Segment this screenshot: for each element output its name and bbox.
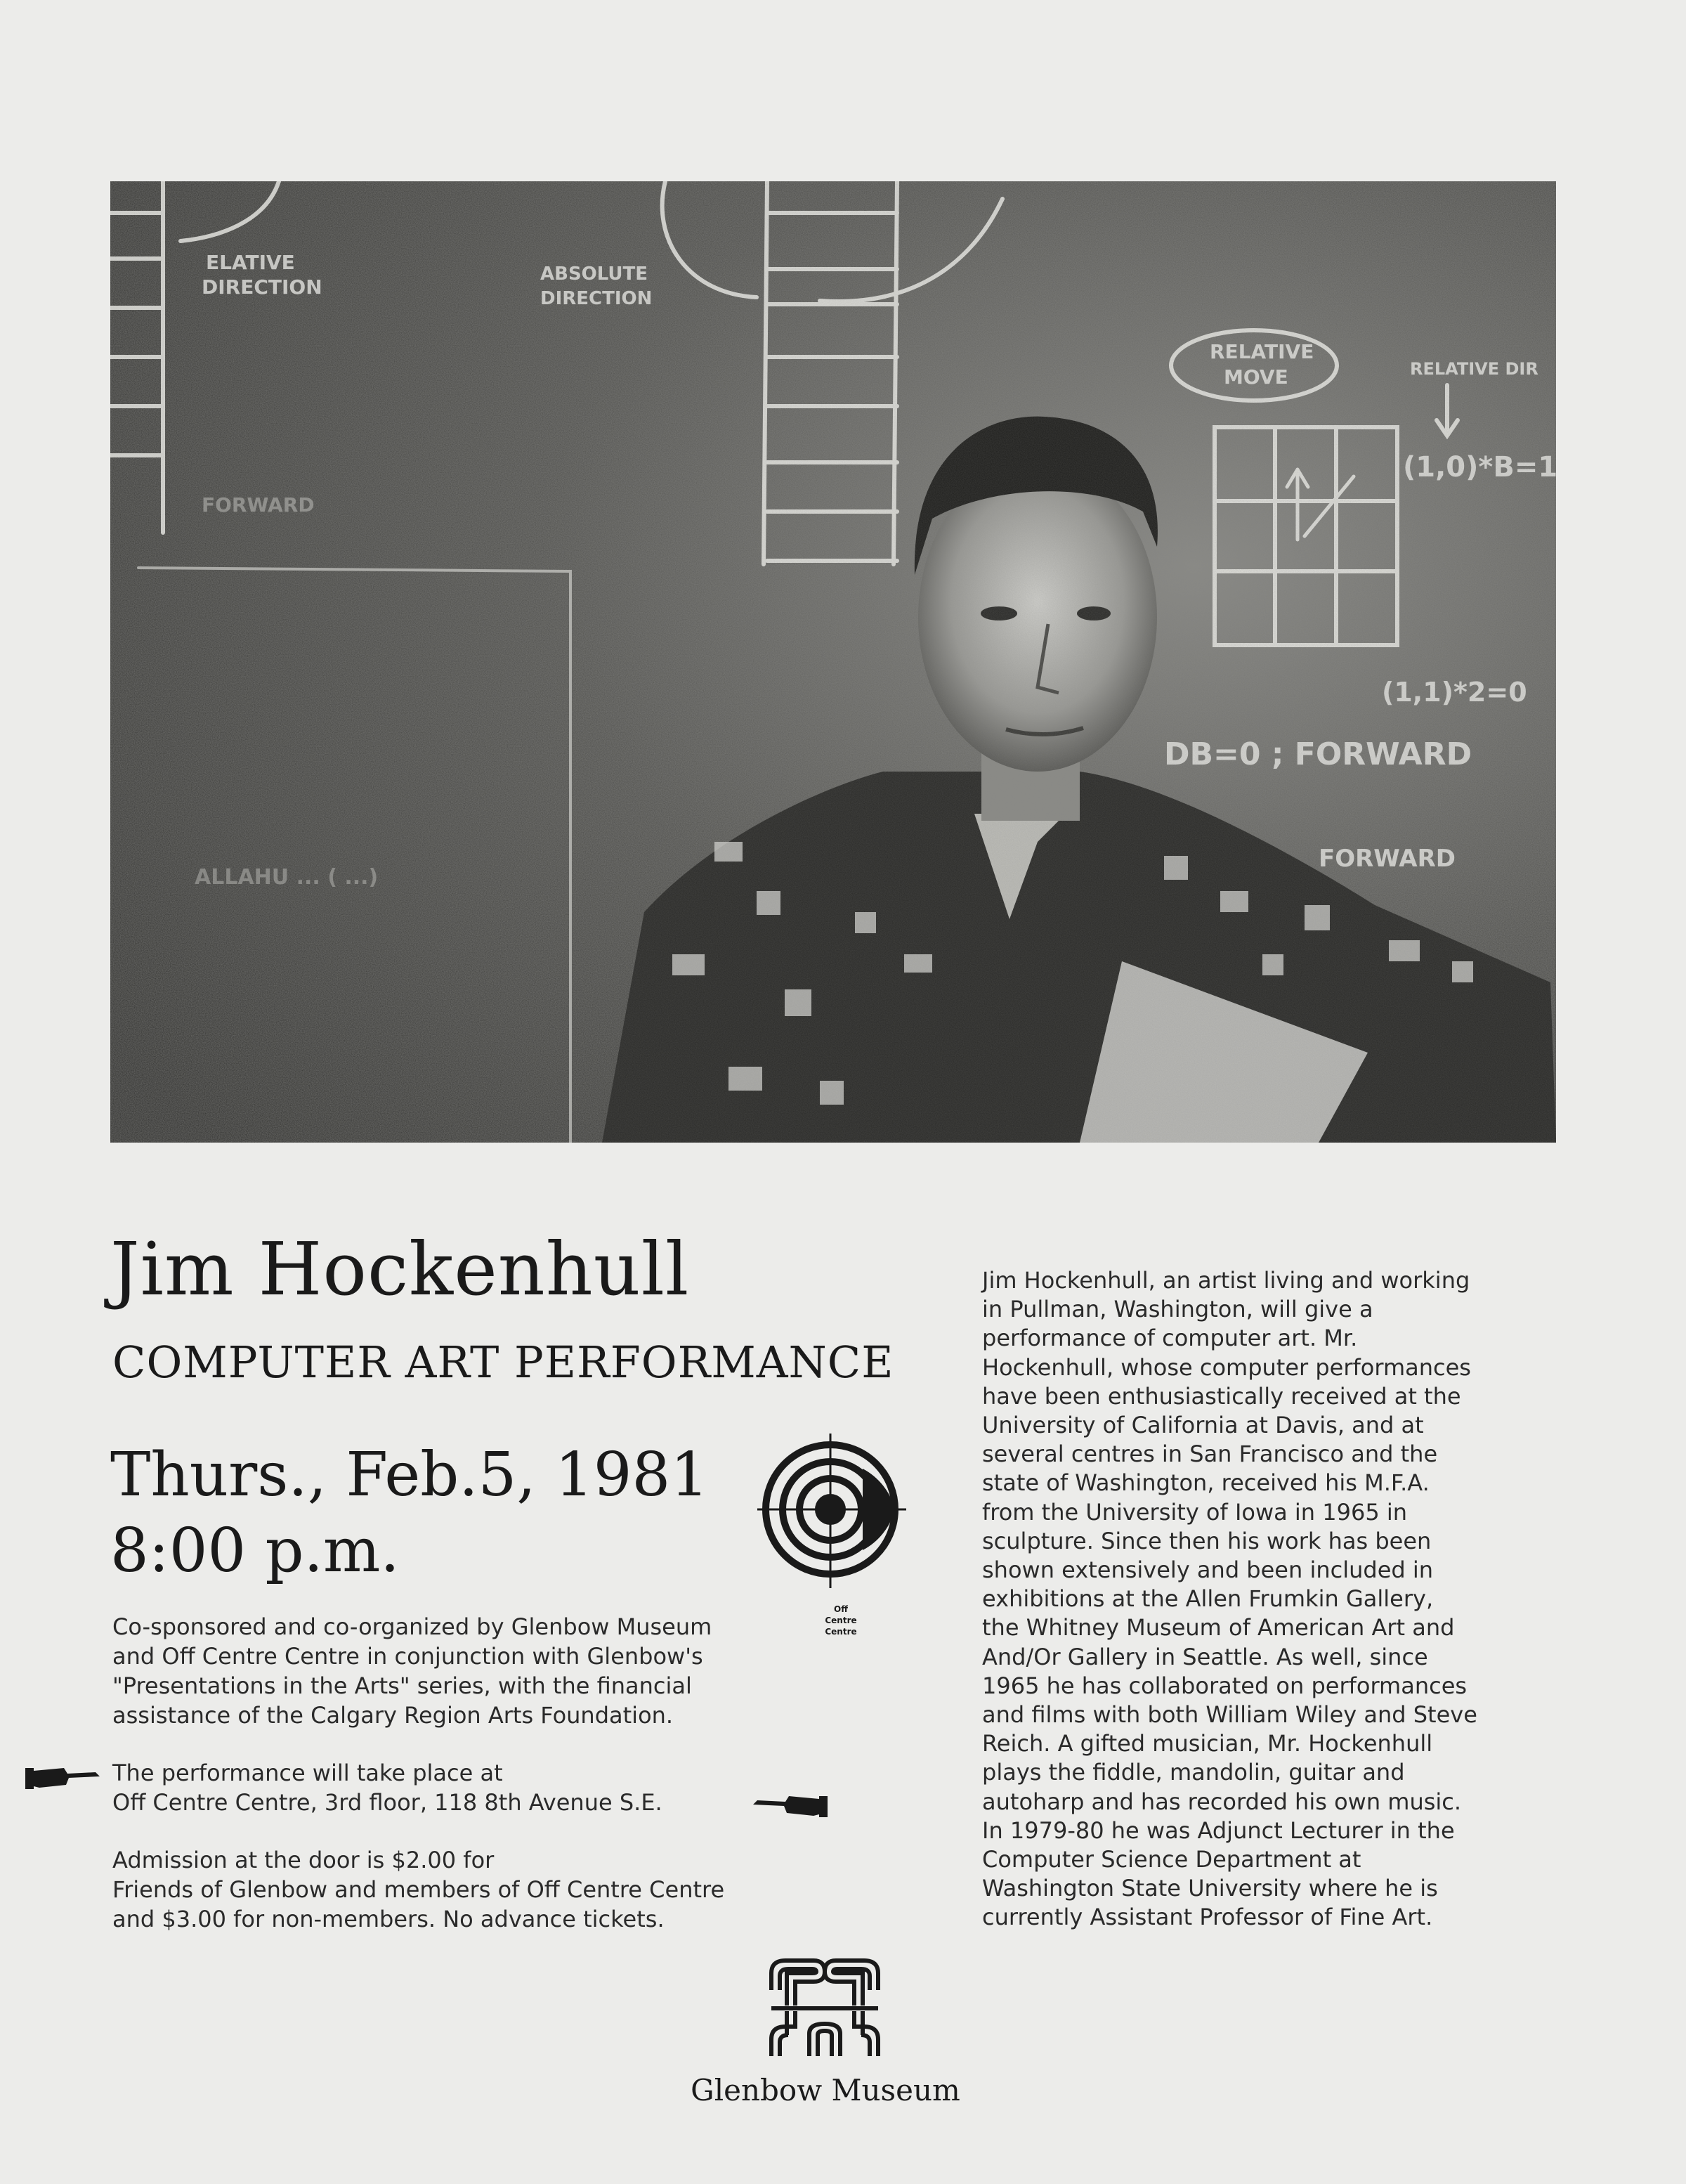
sponsorship-paragraph: Co-sponsored and co-organized by Glenbow Museum and Off Centre Centre in conjunction with Glenbow's "Presentations in the Arts" series, with the financial assistance of the Calgary Region Arts Foundation.: [112, 1613, 712, 1729]
off-centre-centre-target-logo: [757, 1434, 906, 1588]
venue-paragraph: The performance will take place at Off Centre Centre, 3rd floor, 118 8th Avenue S.E.: [112, 1760, 662, 1816]
artist-name: Jim Hockenhull: [110, 1226, 690, 1312]
artist-bio: Jim Hockenhull, an artist living and working in Pullman, Washington, will give a performance of computer art. Mr. Hockenhull, whose computer performances have been enthusiastically received at the University of California at Davis, and at several centres in San Francisco and the state of Washington, received his M.F.A. from the University of Iowa in 1965 in sculpture. Since then his work has been shown extensively and been included in exhibitions at the Allen Frumkin Gallery, the Whitney Museum of American Art and And/Or Gallery in Seattle. As well, since 1965 he has collaborated on performances and films with both William Wiley and Steve Reich. A gifted musician, Mr. Hockenhull plays the fiddle, mandolin, guitar and autoharp and has recorded his own music. In 1979-80 he was Adjunct Lecturer in the Computer Science Department at Washington State University where he is currently Assistant Professor of Fine Art.: [982, 1267, 1477, 1931]
event-date: Thurs., Feb.5, 1981: [110, 1440, 709, 1510]
glenbow-museum-wordmark: Glenbow Museum: [691, 2073, 960, 2107]
pointing-hand-left-icon: [750, 1792, 828, 1820]
event-time: 8:00 p.m.: [110, 1516, 400, 1586]
blackboard-photo-illustration: [110, 181, 1556, 1143]
admission-paragraph: Admission at the door is $2.00 for Friends of Glenbow and members of Off Centre Centre and $3.00 for non-members. No advance tickets.: [112, 1847, 725, 1932]
performer-photo: [110, 181, 1556, 1143]
event-title: COMPUTER ART PERFORMANCE: [112, 1337, 894, 1388]
event-datetime: [110, 1437, 709, 1589]
pointing-hand-right-icon: [25, 1764, 103, 1792]
glenbow-museum-logo: [767, 1956, 882, 2060]
off-centre-centre-logo-text: Off Centre Centre: [825, 1604, 857, 1637]
